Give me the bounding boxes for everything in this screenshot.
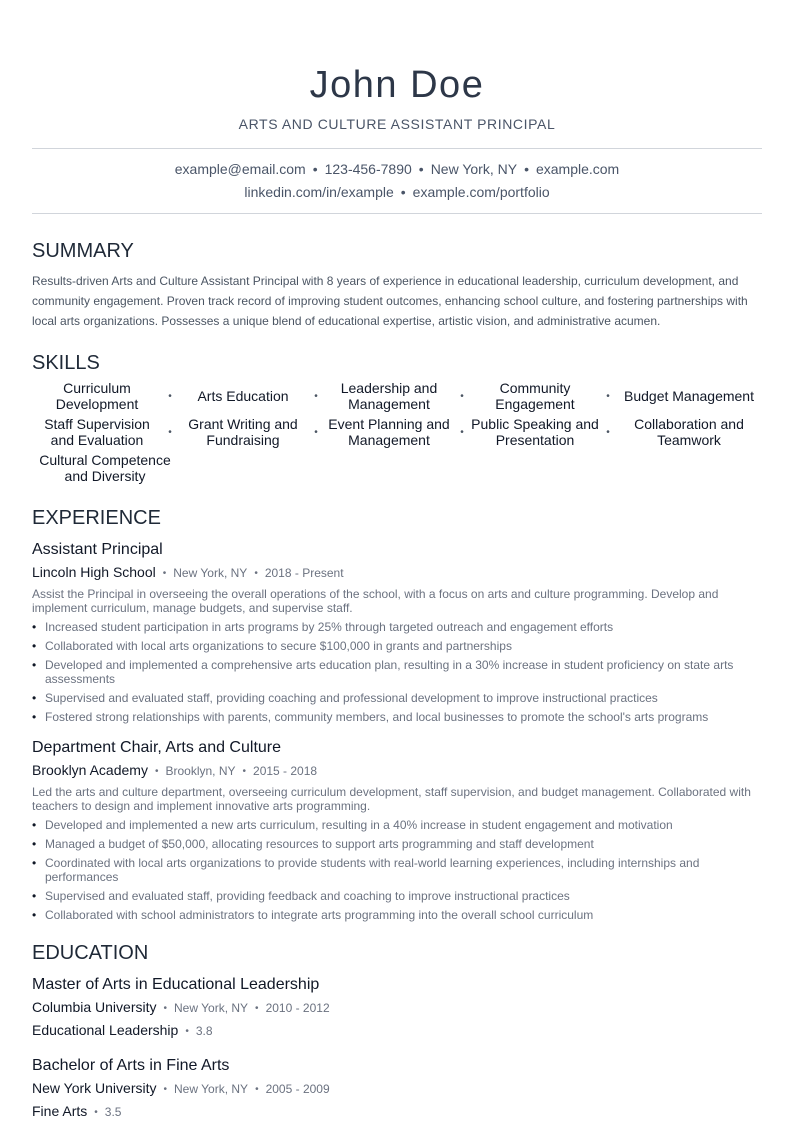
job-organization: Brooklyn Academy bbox=[32, 762, 148, 778]
skill-item: Budget Management bbox=[624, 388, 754, 404]
experience-section bbox=[32, 506, 762, 922]
job-meta bbox=[32, 563, 762, 584]
education-school-line bbox=[32, 1079, 762, 1100]
skill-item: Collaboration and Teamwork bbox=[634, 416, 744, 448]
summary-title: SUMMARY bbox=[32, 240, 134, 262]
skill-item: Event Planning and Management bbox=[328, 416, 450, 448]
education-entry bbox=[32, 1056, 762, 1123]
skills-grid bbox=[32, 380, 762, 484]
contact-phone[interactable]: 123-456-7890 bbox=[324, 161, 412, 177]
skill-item: Staff Supervision and Evaluation bbox=[44, 416, 150, 448]
achievement-item: • Coordinated with local arts organizations to provide students with real-world learning experiences, including internships and performances bbox=[32, 856, 762, 884]
contact-website[interactable]: example.com bbox=[535, 161, 620, 177]
contact-separator: • bbox=[418, 161, 424, 177]
meta-separator: • bbox=[254, 568, 258, 579]
contact-email[interactable]: example@email.com bbox=[174, 161, 306, 177]
degree-title: Bachelor of Arts in Fine Arts bbox=[32, 1057, 230, 1074]
school-name: New York University bbox=[32, 1080, 157, 1096]
skill-item: Curriculum Development bbox=[55, 380, 139, 412]
skill-separator: • bbox=[606, 426, 610, 438]
contact-separator: • bbox=[400, 184, 406, 200]
education-entry bbox=[32, 975, 762, 1042]
job-entry bbox=[32, 540, 762, 724]
job-title: Department Chair, Arts and Culture bbox=[32, 739, 282, 756]
job-description: Assist the Principal in overseeing the overall operations of the school, with a focus on arts and culture programming. Develop and implement curriculum, manage budgets, and supervise staff. bbox=[32, 587, 719, 615]
meta-separator: • bbox=[162, 568, 167, 579]
job-organization: Lincoln High School bbox=[32, 564, 156, 580]
education-field-line bbox=[32, 1102, 762, 1123]
job-entry bbox=[32, 738, 762, 922]
skill-item: Grant Writing and Fundraising bbox=[188, 416, 298, 448]
skill-separator: • bbox=[460, 426, 464, 438]
job-dates: 2015 - 2018 bbox=[253, 764, 318, 778]
education-section bbox=[32, 941, 762, 1123]
job-dates: 2018 - Present bbox=[264, 566, 344, 580]
summary-text: Results-driven Arts and Culture Assistant Principal with 8 years of experience in educational leadership, curriculum development, and community engagement. Proven track record of improving student outcomes, enhancing school culture, and fostering partnerships with local arts organizations. Possesses a unique blend of educational expertise, artistic vision, and administrative acumen. bbox=[32, 274, 748, 328]
skills-section bbox=[32, 351, 762, 484]
skill-separator: • bbox=[314, 390, 318, 402]
degree-title: Master of Arts in Educational Leadership bbox=[32, 976, 320, 993]
meta-separator: • bbox=[242, 766, 247, 777]
achievement-item: • Collaborated with school administrators to integrate arts programming into the overall school curriculum bbox=[32, 908, 762, 922]
meta-separator: • bbox=[255, 1084, 259, 1095]
gpa-value: 3.8 bbox=[195, 1024, 213, 1038]
skills-title: SKILLS bbox=[32, 352, 100, 374]
experience-title: EXPERIENCE bbox=[32, 507, 161, 529]
contact-line-primary bbox=[32, 158, 762, 181]
skill-item: Leadership and Management bbox=[340, 380, 438, 412]
candidate-role: ARTS AND CULTURE ASSISTANT PRINCIPAL bbox=[238, 116, 556, 132]
achievement-item: • Fostered strong relationships with parents, community members, and local businesses to promote the school's arts programs bbox=[32, 710, 762, 724]
achievement-item: • Collaborated with local arts organizations to secure $100,000 in grants and partnerships bbox=[32, 639, 762, 653]
skill-item: Community Engagement bbox=[495, 380, 575, 412]
job-description: Led the arts and culture department, overseeing curriculum development, staff supervision, and budget management. Collaborated with teachers to design and implement innovative arts programming. bbox=[32, 785, 751, 813]
contact-block bbox=[32, 148, 762, 214]
contact-linkedin[interactable]: linkedin.com/in/example bbox=[244, 184, 394, 200]
education-field-line bbox=[32, 1021, 762, 1042]
job-achievements bbox=[32, 818, 762, 922]
skill-separator: • bbox=[314, 426, 318, 438]
contact-line-secondary bbox=[32, 181, 762, 204]
skill-separator: • bbox=[168, 390, 172, 402]
skill-item: Cultural Competence and Diversity bbox=[39, 452, 171, 484]
education-title: EDUCATION bbox=[32, 942, 149, 964]
summary-section bbox=[32, 239, 762, 331]
achievement-item: • Managed a budget of $50,000, allocating resources to support arts programming and staff development bbox=[32, 837, 762, 851]
meta-separator: • bbox=[163, 1084, 168, 1095]
contact-separator: • bbox=[312, 161, 318, 177]
resume-header bbox=[32, 0, 762, 132]
education-dates: 2010 - 2012 bbox=[265, 1001, 330, 1015]
contact-separator: • bbox=[524, 161, 529, 177]
achievement-item: • Supervised and evaluated staff, providing coaching and professional development to improve instructional practices bbox=[32, 691, 762, 705]
skill-item: Arts Education bbox=[197, 388, 289, 404]
skill-item: Public Speaking and Presentation bbox=[471, 416, 599, 448]
meta-separator: • bbox=[154, 766, 159, 777]
achievement-item: • Developed and implemented a new arts curriculum, resulting in a 40% increase in student engagement and motivation bbox=[32, 818, 762, 832]
contact-portfolio[interactable]: example.com/portfolio bbox=[412, 184, 550, 200]
achievement-item: • Increased student participation in arts programs by 25% through targeted outreach and engagement efforts bbox=[32, 620, 762, 634]
school-location: New York, NY bbox=[174, 1001, 249, 1015]
contact-location: New York, NY bbox=[430, 161, 518, 177]
achievement-item: • Developed and implemented a comprehensive arts education plan, resulting in a 30% increase in student proficiency on state arts assessments bbox=[32, 658, 762, 686]
education-dates: 2005 - 2009 bbox=[265, 1082, 330, 1096]
candidate-name: John Doe bbox=[309, 64, 485, 106]
gpa-value: 3.5 bbox=[104, 1105, 122, 1119]
skill-separator: • bbox=[606, 390, 610, 402]
school-location: New York, NY bbox=[174, 1082, 249, 1096]
meta-separator: • bbox=[185, 1026, 189, 1037]
job-location: Brooklyn, NY bbox=[165, 764, 236, 778]
meta-separator: • bbox=[94, 1107, 98, 1118]
job-location: New York, NY bbox=[173, 566, 248, 580]
education-school-line bbox=[32, 998, 762, 1019]
school-name: Columbia University bbox=[32, 999, 157, 1015]
field-of-study: Educational Leadership bbox=[32, 1022, 179, 1038]
job-meta bbox=[32, 761, 762, 782]
job-achievements bbox=[32, 620, 762, 724]
achievement-item: • Supervised and evaluated staff, providing feedback and coaching to improve instructional practices bbox=[32, 889, 762, 903]
job-title: Assistant Principal bbox=[32, 541, 163, 558]
skill-separator: • bbox=[168, 426, 172, 438]
field-of-study: Fine Arts bbox=[32, 1103, 88, 1119]
skill-separator: • bbox=[460, 390, 464, 402]
meta-separator: • bbox=[163, 1003, 167, 1014]
meta-separator: • bbox=[255, 1003, 259, 1014]
